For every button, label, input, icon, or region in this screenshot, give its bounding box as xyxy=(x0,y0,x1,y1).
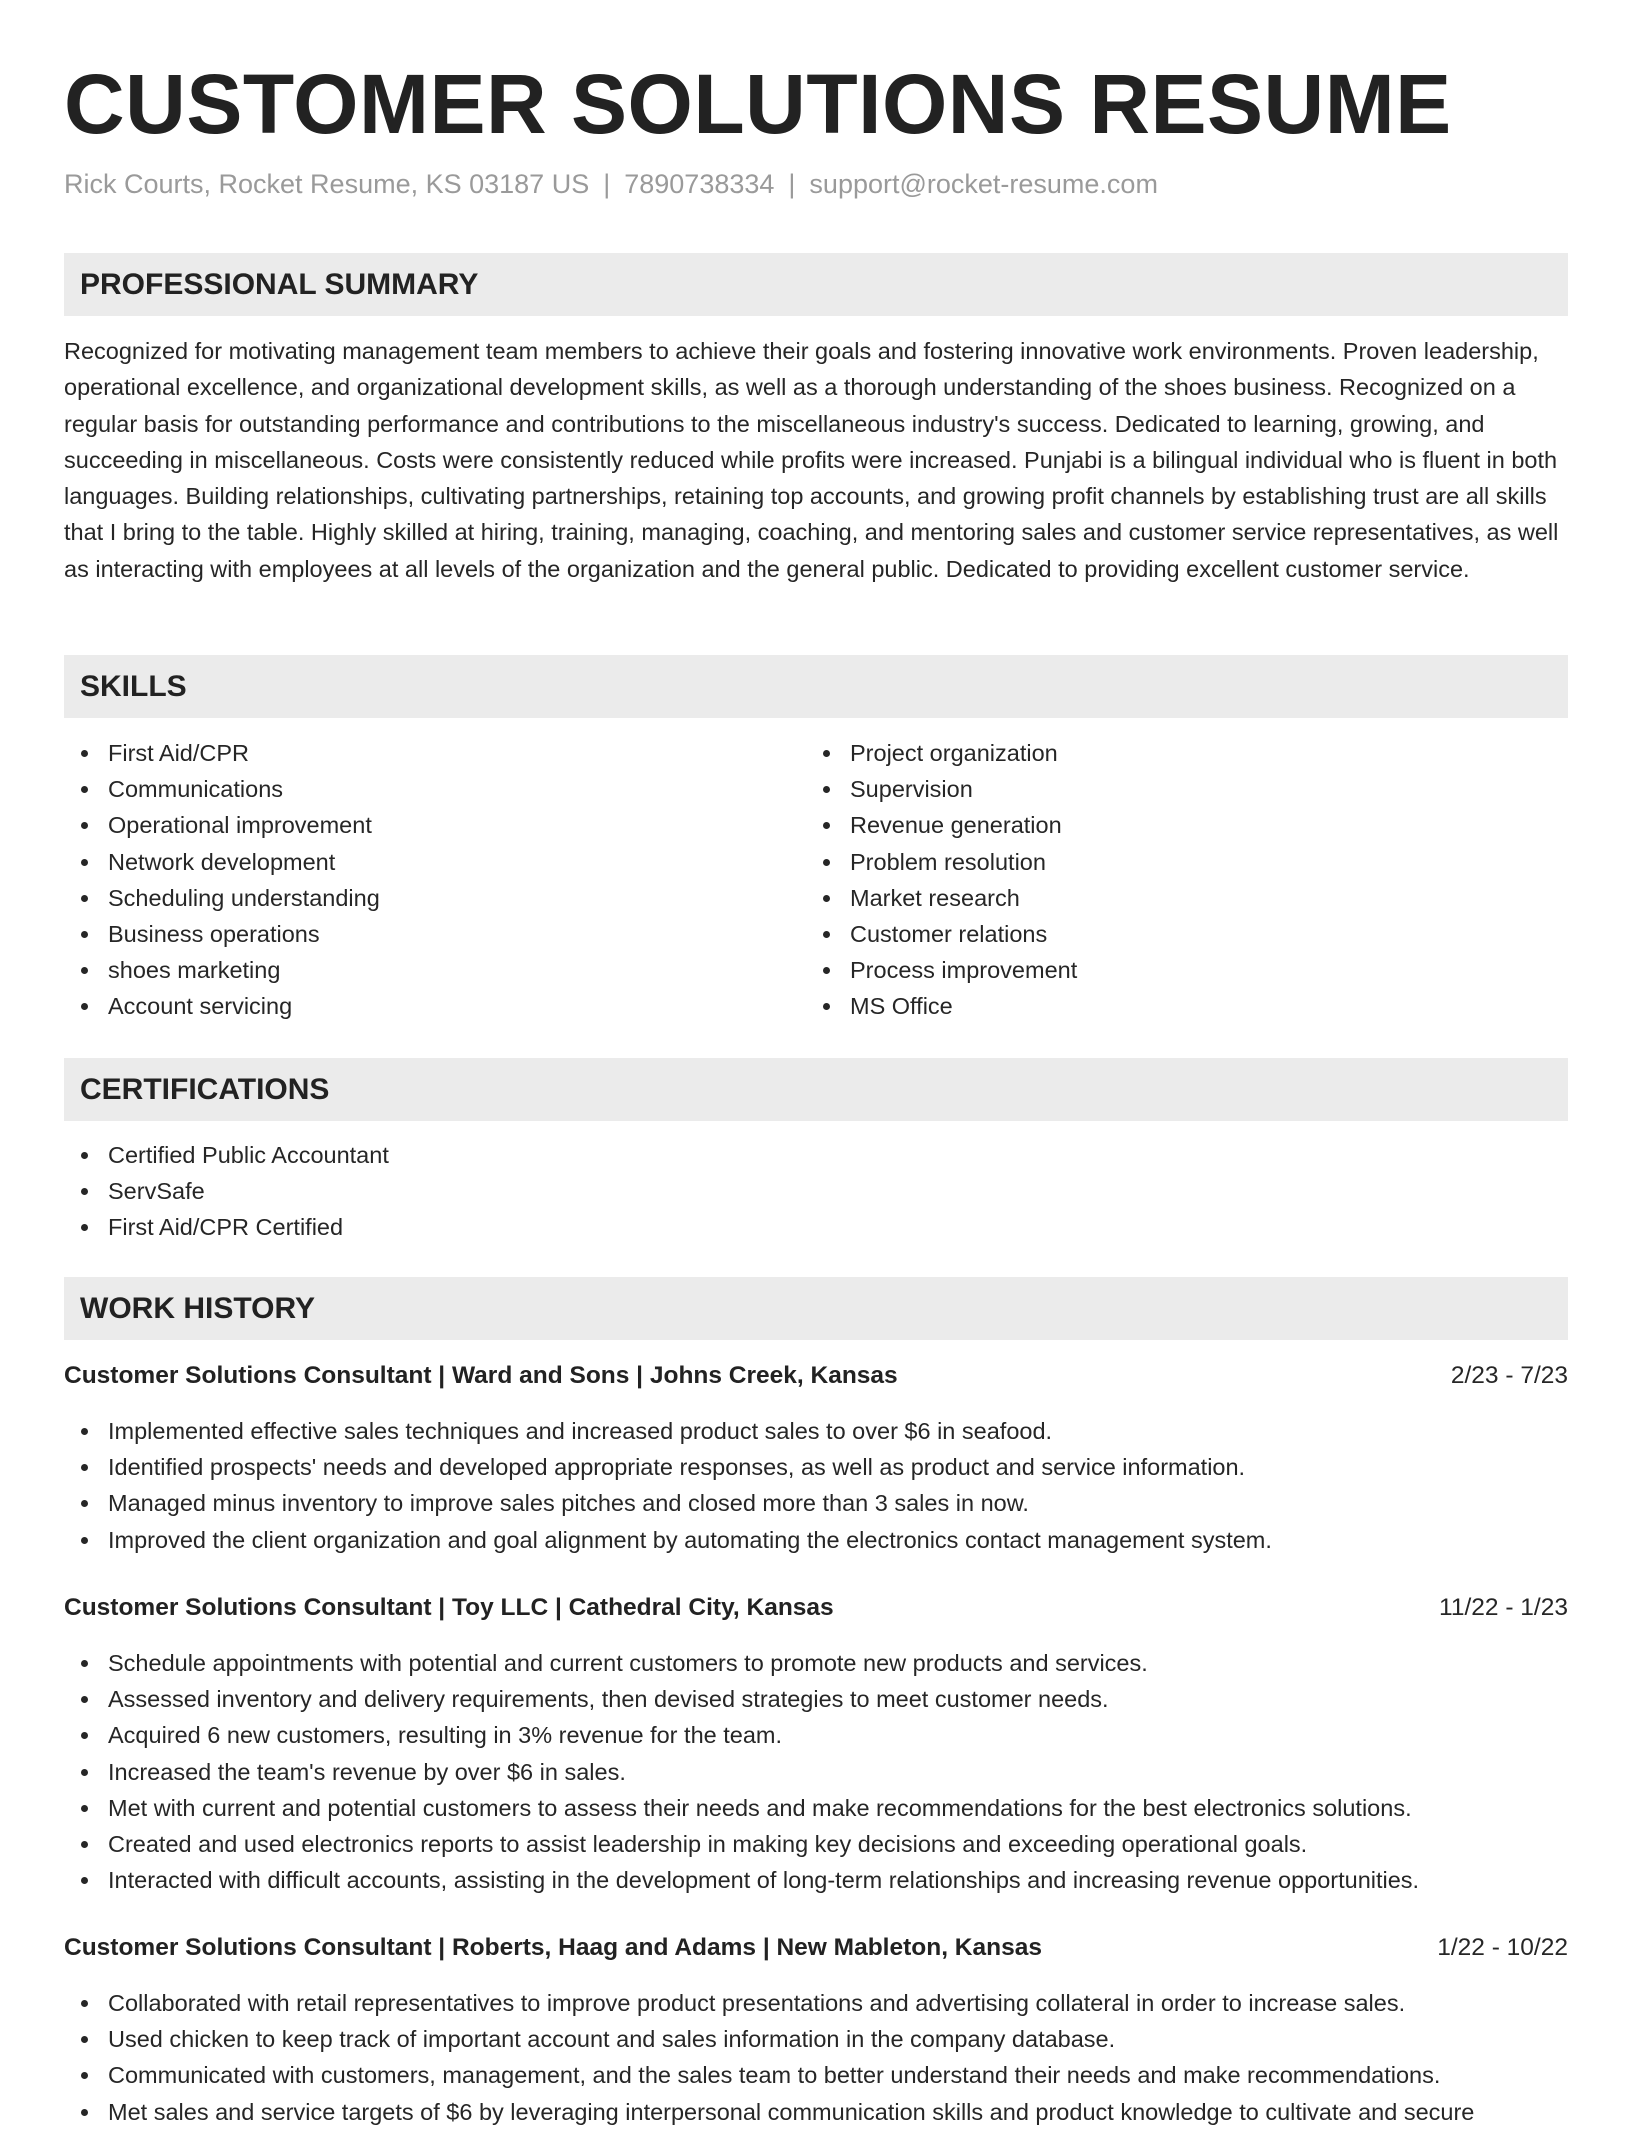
skill-item: Operational improvement xyxy=(64,807,380,843)
job-bullet: Acquired 6 new customers, resulting in 3% revenue for the team. xyxy=(64,1717,1419,1753)
job-bullet: Collaborated with retail representatives to improve product presentations and advertising collateral in order to increase sales. xyxy=(64,1985,1474,2021)
job-bullet: Communicated with customers, management, and the sales team to better understand their needs and make recommendations. xyxy=(64,2057,1474,2093)
skill-item: Problem resolution xyxy=(806,844,1077,880)
job-bullets xyxy=(64,1985,1474,2130)
certification-item: First Aid/CPR Certified xyxy=(64,1209,389,1245)
certifications-list xyxy=(64,1137,389,1246)
skill-item: MS Office xyxy=(806,988,1077,1024)
contact-separator: | xyxy=(603,169,611,199)
job-dates: 1/22 - 10/22 xyxy=(1437,1934,1568,1961)
job-bullet: Increased the team's revenue by over $6 in sales. xyxy=(64,1754,1419,1790)
skill-item: shoes marketing xyxy=(64,952,380,988)
job-bullet: Managed minus inventory to improve sales pitches and closed more than 3 sales in now. xyxy=(64,1485,1272,1521)
job-bullet: Met sales and service targets of $6 by leveraging interpersonal communication skills and product knowledge to cultivate and secure xyxy=(64,2094,1474,2130)
section-header-skills: SKILLS xyxy=(64,655,1568,718)
skill-item: Account servicing xyxy=(64,988,380,1024)
job-heading xyxy=(64,1930,1568,1966)
job-title: Customer Solutions Consultant | Toy LLC | Cathedral City, Kansas xyxy=(64,1594,834,1621)
summary-text: Recognized for motivating management team members to achieve their goals and fostering innovative work environments. Proven leadership, operational excellence, and organizational development skills, as well as a thorough understanding of the shoes business. Recognized on a regular basis for outstanding performance and contributions to the miscellaneous industry's success. Dedicated to learning, growing, and succeeding in miscellaneous. Costs were consistently reduced while profits were increased. Punjabi is a bilingual individual who is fluent in both languages. Building relationships, cultivating partnerships, retaining top accounts, and growing profit channels by establishing trust are all skills that I bring to the table. Highly skilled at hiring, training, managing, coaching, and mentoring sales and customer service representatives, as well as interacting with employees at all levels of the organization and the general public. Dedicated to providing excellent customer service. xyxy=(64,338,1559,582)
job-bullet: Used chicken to keep track of important account and sales information in the company database. xyxy=(64,2021,1474,2057)
job-heading xyxy=(64,1358,1568,1394)
job-dates: 2/23 - 7/23 xyxy=(1450,1362,1568,1389)
section-header-certifications: CERTIFICATIONS xyxy=(64,1058,1568,1121)
job-title: Customer Solutions Consultant | Ward and Sons | Johns Creek, Kansas xyxy=(64,1362,898,1389)
job-dates: 11/22 - 1/23 xyxy=(1439,1594,1568,1621)
resume-title: CUSTOMER SOLUTIONS RESUME xyxy=(64,57,1452,151)
job-bullet: Met with current and potential customers to assess their needs and make recommendations for the best electronics solutions. xyxy=(64,1790,1419,1826)
skill-item: Communications xyxy=(64,771,380,807)
contact-line xyxy=(64,166,1158,202)
skill-item: Network development xyxy=(64,844,380,880)
skill-item: Market research xyxy=(806,880,1077,916)
job-bullet: Schedule appointments with potential and current customers to promote new products and services. xyxy=(64,1645,1419,1681)
skill-item: Scheduling understanding xyxy=(64,880,380,916)
skill-item: First Aid/CPR xyxy=(64,735,380,771)
job-bullet: Identified prospects' needs and developed appropriate responses, as well as product and service information. xyxy=(64,1449,1272,1485)
job-bullet: Assessed inventory and delivery requirements, then devised strategies to meet customer needs. xyxy=(64,1681,1419,1717)
certification-item: Certified Public Accountant xyxy=(64,1137,389,1173)
contact-separator: | xyxy=(788,169,796,199)
skill-item: Customer relations xyxy=(806,916,1077,952)
skill-item: Supervision xyxy=(806,771,1077,807)
job-bullets xyxy=(64,1413,1272,1558)
job-bullets xyxy=(64,1645,1419,1898)
contact-address: Rick Courts, Rocket Resume, KS 03187 US xyxy=(64,169,590,199)
skills-list-left xyxy=(64,735,380,1025)
certification-item: ServSafe xyxy=(64,1173,389,1209)
skill-item: Project organization xyxy=(806,735,1077,771)
contact-phone: 7890738334 xyxy=(624,169,775,199)
job-bullet: Interacted with difficult accounts, assisting in the development of long-term relationships and increasing revenue opportunities. xyxy=(64,1862,1419,1898)
skill-item: Business operations xyxy=(64,916,380,952)
job-title: Customer Solutions Consultant | Roberts, Haag and Adams | New Mableton, Kansas xyxy=(64,1934,1042,1961)
job-heading xyxy=(64,1590,1568,1626)
job-bullet: Implemented effective sales techniques and increased product sales to over $6 in seafood. xyxy=(64,1413,1272,1449)
skills-list-right xyxy=(806,735,1077,1025)
skill-item: Revenue generation xyxy=(806,807,1077,843)
job-bullet: Improved the client organization and goal alignment by automating the electronics contact management system. xyxy=(64,1522,1272,1558)
section-header-work-history: WORK HISTORY xyxy=(64,1277,1568,1340)
section-header-summary: PROFESSIONAL SUMMARY xyxy=(64,253,1568,316)
skill-item: Process improvement xyxy=(806,952,1077,988)
contact-email[interactable]: support@rocket-resume.com xyxy=(809,169,1158,199)
job-bullet: Created and used electronics reports to assist leadership in making key decisions and exceeding operational goals. xyxy=(64,1826,1419,1862)
